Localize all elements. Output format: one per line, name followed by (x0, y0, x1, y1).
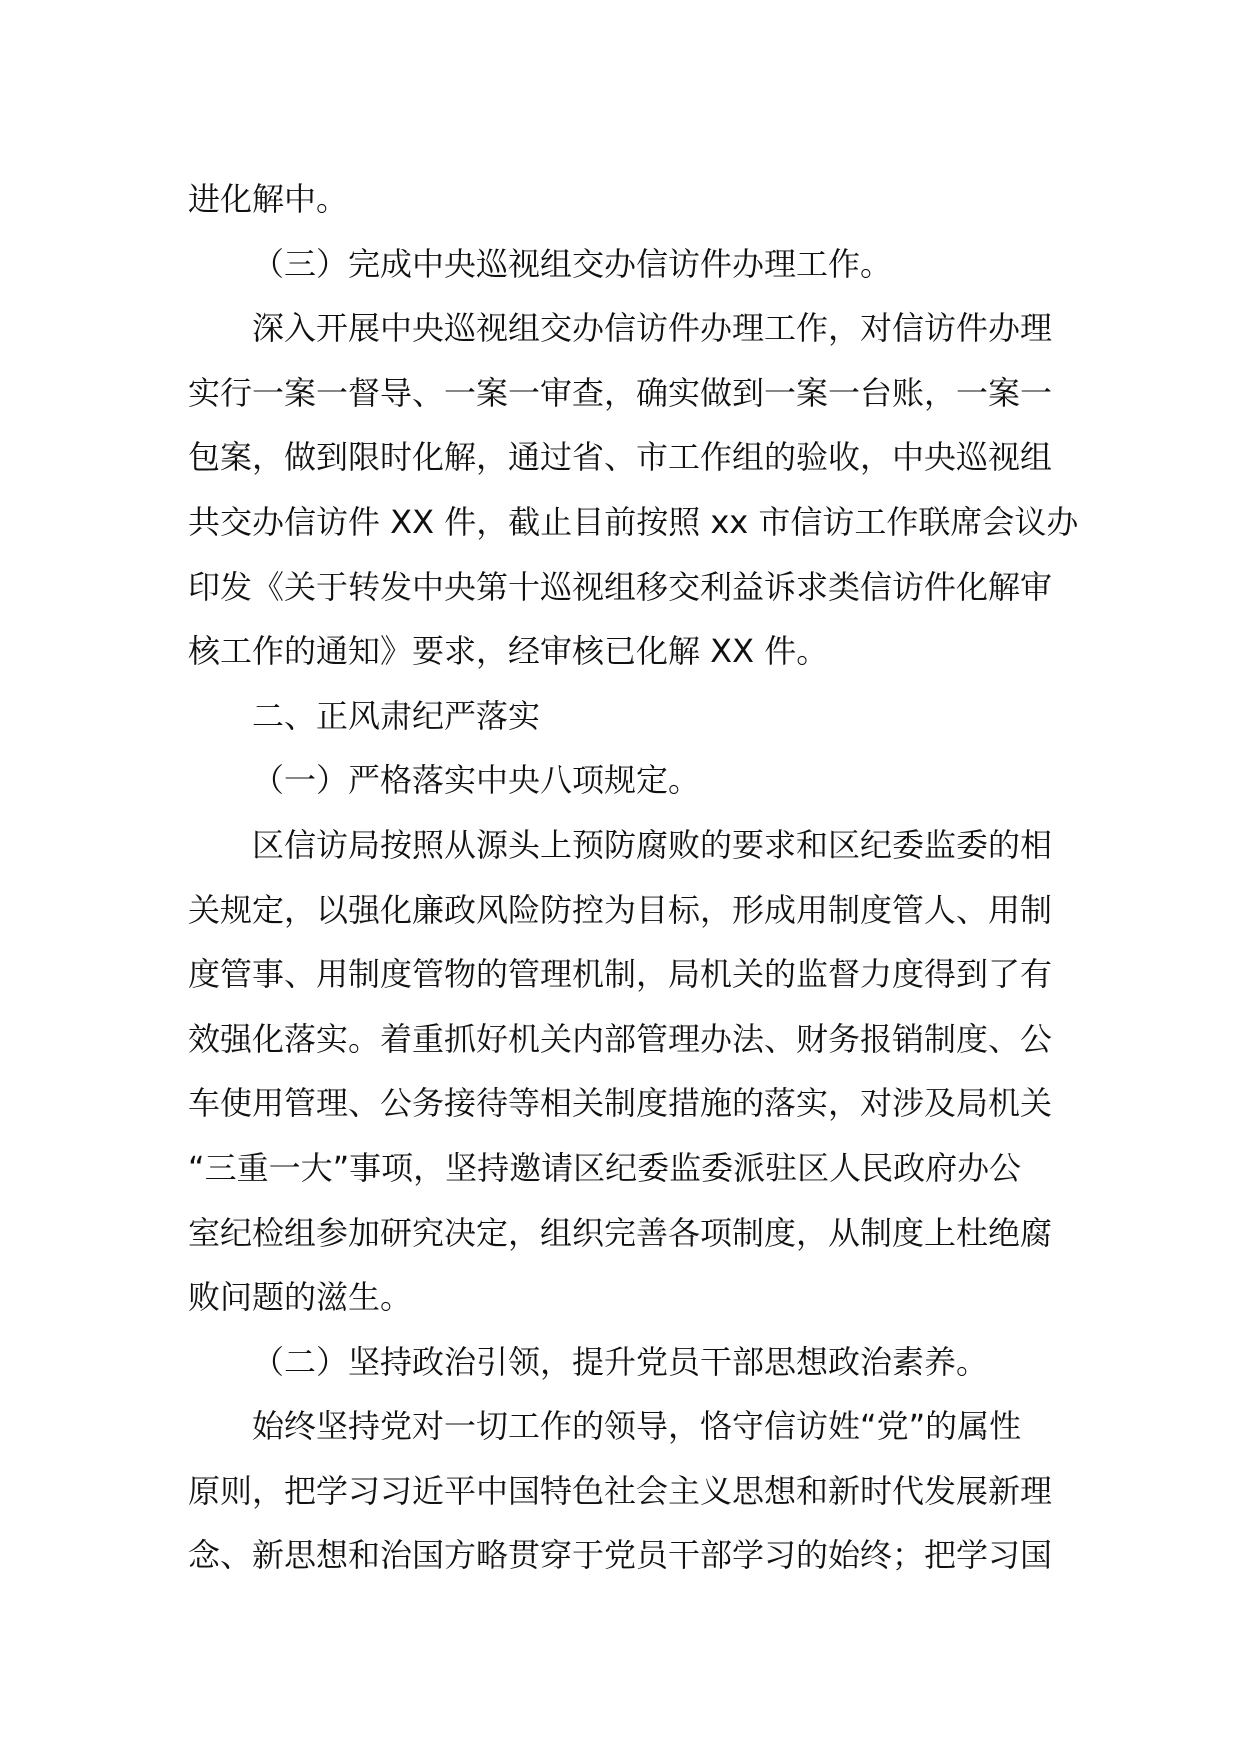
subsection-heading: （二）坚持政治引领，提升党员干部思想政治素养。 (252, 1342, 989, 1381)
text-line: 关规定，以强化廉政风险防控为目标，形成用制度管人、用制 (188, 890, 1053, 929)
text-line: 度管事、用制度管物的管理机制，局机关的监督力度得到了有 (188, 955, 1053, 994)
text-line: 包案，做到限时化解，通过省、市工作组的验收，中央巡视组 (188, 438, 1053, 477)
text-line: 败问题的滋生。 (188, 1278, 413, 1317)
text-line: 实行一案一督导、一案一审查，确实做到一案一台账，一案一 (188, 373, 1053, 412)
text-line: 进化解中。 (188, 180, 349, 218)
text-line: 原则，把学习习近平中国特色社会主义思想和新时代发展新理 (188, 1471, 1053, 1510)
text-line: 效强化落实。着重抓好机关内部管理办法、财务报销制度、公 (188, 1019, 1053, 1058)
text-line: “三重一大”事项，坚持邀请区纪委监委派驻区人民政府办公 (188, 1148, 1022, 1187)
section-heading: 二、正风肃纪严落实 (252, 696, 541, 735)
text-line: 区信访局按照从源头上预防腐败的要求和区纪委监委的相 (252, 825, 1053, 864)
text-line: 印发《关于转发中央第十巡视组移交利益诉求类信访件化解审 (188, 567, 1053, 606)
text-line: 室纪检组参加研究决定，组织完善各项制度，从制度上杜绝腐 (188, 1213, 1053, 1252)
text-line: 共交办信访件 XX 件，截止目前按照 xx 市信访工作联席会议办 (188, 502, 1079, 541)
text-line: 深入开展中央巡视组交办信访件办理工作，对信访件办理 (252, 309, 1053, 348)
text-line: 核工作的通知》要求，经审核已化解 XX 件。 (188, 632, 829, 671)
subsection-heading: （一）严格落实中央八项规定。 (252, 761, 701, 800)
document-body (188, 167, 1079, 1588)
text-line: 始终坚持党对一切工作的领导，恪守信访姓“党”的属性 (252, 1407, 1022, 1446)
text-line: 念、新思想和治国方略贯穿于党员干部学习的始终；把学习国 (188, 1536, 1053, 1575)
subsection-heading: （三）完成中央巡视组交办信访件办理工作。 (252, 244, 893, 283)
text-line: 车使用管理、公务接待等相关制度措施的落实，对涉及局机关 (188, 1084, 1053, 1123)
